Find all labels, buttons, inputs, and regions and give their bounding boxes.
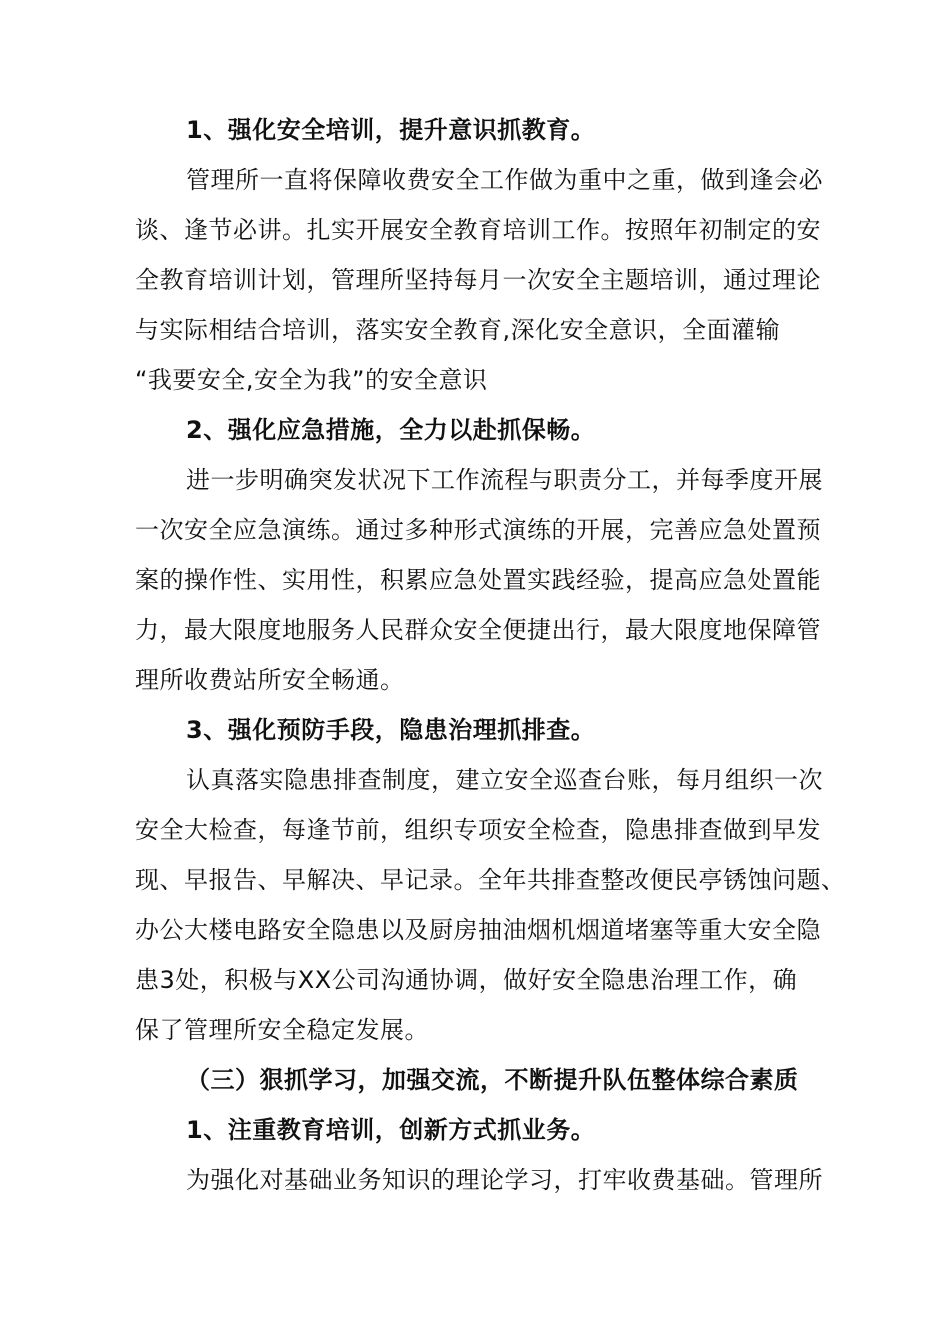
paragraph-3-line-5: 患3处，积极与XX公司沟通协调，做好安全隐患治理工作，确 bbox=[135, 966, 798, 994]
paragraph-2-line-5: 理所收费站所安全畅通。 bbox=[135, 666, 405, 694]
paragraph-2-line-2: 一次安全应急演练。通过多种形式演练的开展，完善应急处置预 bbox=[135, 516, 821, 544]
heading-2: 2、强化应急措施，全力以赴抓保畅。 bbox=[186, 416, 596, 444]
paragraph-1-line-3: 全教育培训计划，管理所坚持每月一次安全主题培训，通过理论 bbox=[135, 266, 821, 294]
paragraph-3-line-3: 现、早报告、早解决、早记录。全年共排查整改便民亭锈蚀问题、 bbox=[135, 866, 846, 894]
paragraph-2-line-3: 案的操作性、实用性，积累应急处置实践经验，提高应急处置能 bbox=[135, 566, 821, 594]
paragraph-1-line-4: 与实际相结合培训，落实安全教育,深化安全意识，全面灌输 bbox=[135, 316, 781, 344]
paragraph-2-line-4: 力，最大限度地服务人民群众安全便捷出行，最大限度地保障管 bbox=[135, 616, 821, 644]
paragraph-1-line-1: 管理所一直将保障收费安全工作做为重中之重，做到逢会必 bbox=[186, 166, 823, 194]
section-heading-3: （三）狠抓学习，加强交流，不断提升队伍整体综合素质 bbox=[186, 1066, 799, 1094]
paragraph-1-line-5: “我要安全,安全为我”的安全意识 bbox=[135, 366, 488, 394]
paragraph-3-line-4: 办公大楼电路安全隐患以及厨房抽油烟机烟道堵塞等重大安全隐 bbox=[135, 916, 821, 944]
paragraph-3-line-6: 保了管理所安全稳定发展。 bbox=[135, 1016, 429, 1044]
paragraph-3-line-1: 认真落实隐患排查制度，建立安全巡查台账，每月组织一次 bbox=[186, 766, 823, 794]
heading-3: 3、强化预防手段，隐患治理抓排查。 bbox=[186, 716, 596, 744]
heading-1: 1、强化安全培训，提升意识抓教育。 bbox=[186, 116, 596, 144]
paragraph-2-line-1: 进一步明确突发状况下工作流程与职责分工，并每季度开展 bbox=[186, 466, 823, 494]
paragraph-4-line-1: 为强化对基础业务知识的理论学习，打牢收费基础。管理所 bbox=[186, 1166, 823, 1194]
paragraph-1-line-2: 谈、逢节必讲。扎实开展安全教育培训工作。按照年初制定的安 bbox=[135, 216, 821, 244]
heading-4: 1、注重教育培训，创新方式抓业务。 bbox=[186, 1116, 596, 1144]
paragraph-3-line-2: 安全大检查，每逢节前，组织专项安全检查，隐患排查做到早发 bbox=[135, 816, 821, 844]
